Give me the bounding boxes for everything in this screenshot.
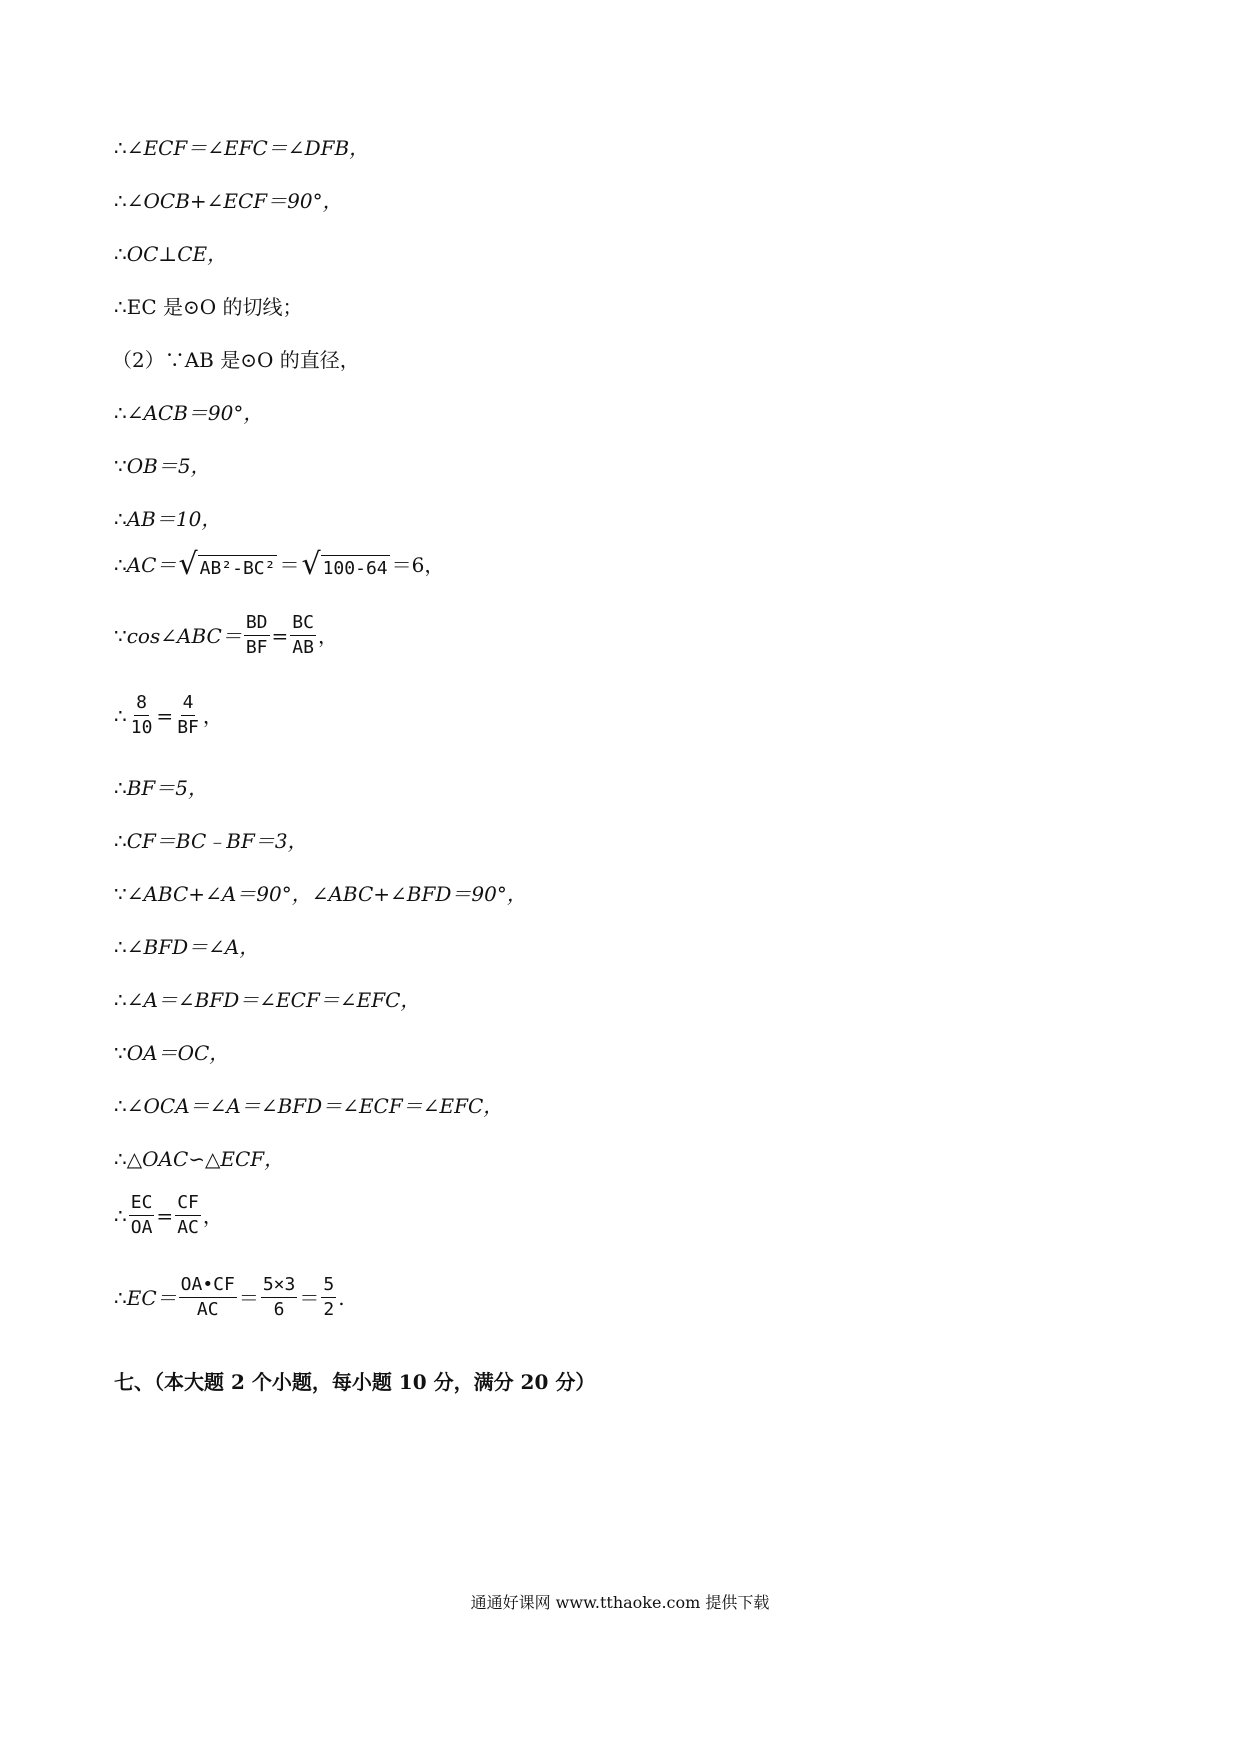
proof-text: ∠A＝∠BFD＝∠ECF＝∠EFC， [126,988,421,1012]
numerator: 4 [181,692,196,716]
proof-line [114,240,227,268]
logic-symbol: ∴ [114,136,127,160]
proof-text: EC 是⊙O 的切线； [126,295,303,319]
ec-final-line [114,1274,345,1321]
logic-symbol: ∵ [114,623,127,648]
radicand: 100-64 [321,555,390,580]
equals-sign: ＝ [299,1285,320,1310]
equation-lhs: EC＝ [126,1285,177,1310]
logic-symbol: ∴ [114,829,127,853]
numerator: BD [244,612,270,636]
proof-line [114,1092,503,1120]
square-root [178,547,277,582]
proof-line [114,1039,229,1067]
page-footer: 通通好课网 www.tthaoke.com 提供下载 [470,1593,770,1612]
logic-symbol: ∴ [114,1094,127,1118]
proof-line [114,134,369,162]
equals-sign: = [271,623,289,648]
logic-symbol: ∴ [114,935,127,959]
ec-ratio-line [114,1192,223,1239]
denominator: AC [177,1217,199,1238]
equals-sign: = [156,1203,174,1228]
logic-symbol: ∵ [114,454,127,478]
numerator: 5 [321,1274,336,1298]
proof-text: ∠ECF＝∠EFC＝∠DFB， [126,136,370,160]
logic-symbol: ∴ [114,295,127,319]
denominator: 10 [130,717,153,738]
logic-symbol: ∴ [114,507,127,531]
equation-lhs: cos∠ABC＝ [126,623,242,648]
cos-equation-line [114,612,338,659]
part-label: （2）∵ [112,348,185,372]
fraction [129,1192,155,1239]
punctuation: ， [317,623,338,648]
proof-text: ∠BFD＝∠A， [126,935,260,959]
punctuation: ， [202,1203,223,1228]
proof-line [114,399,263,427]
logic-symbol: ∴ [114,553,127,577]
numerator: BC [290,612,316,636]
denominator: 2 [323,1299,335,1320]
fraction [244,612,270,659]
proof-text: △OAC∽△ECF， [126,1147,285,1171]
logic-symbol: ∴ [114,776,127,800]
fraction [179,1274,237,1321]
proof-line [114,827,308,855]
proof-text: ∠ABC+∠A＝90°，∠ABC+∠BFD＝90°， [126,882,527,906]
denominator: BF [245,637,268,658]
proof-text: BF＝5， [126,776,209,800]
ratio-equation-line [114,692,223,739]
logic-symbol: ∴ [114,1203,127,1228]
proof-text: OB＝5， [126,454,211,478]
fraction [321,1274,336,1321]
proof-line [114,293,303,321]
fraction [175,692,201,739]
numerator: 8 [134,692,149,716]
denominator: AC [196,1299,219,1320]
equals-sign: ＝ [238,1285,259,1310]
numerator: CF [175,1192,201,1216]
logic-symbol: ∴ [114,242,127,266]
punctuation: . [338,1285,345,1310]
proof-text: ∠ACB＝90°， [126,401,264,425]
proof-text: AB＝10， [126,507,222,531]
fraction [175,1192,201,1239]
denominator: 6 [273,1299,285,1320]
fraction [129,692,155,739]
logic-symbol: ∴ [114,189,127,213]
proof-line [114,880,527,908]
proof-text: AB 是⊙O 的直径， [184,348,360,372]
proof-text: OA＝OC， [126,1041,230,1065]
denominator: OA [130,1217,153,1238]
logic-symbol: ∴ [114,1285,127,1310]
numerator: OA•CF [179,1274,237,1298]
logic-symbol: ∴ [114,988,127,1012]
punctuation: ， [202,703,223,728]
proof-line [114,986,420,1014]
logic-symbol: ∴ [114,703,127,728]
numerator: EC [129,1192,155,1216]
proof-line [114,452,211,480]
proof-line [114,933,259,961]
proof-text: CF＝BC﹣BF＝3， [126,829,308,853]
radical-sign: √ [178,547,198,582]
equation-rhs: ＝6， [391,553,445,577]
proof-line [114,1145,284,1173]
fraction [261,1274,298,1321]
equals-sign: ＝ [279,553,300,577]
equals-sign: = [156,703,174,728]
denominator: BF [177,717,199,738]
proof-line [112,346,360,374]
proof-line [114,187,343,215]
denominator: AB [292,637,314,658]
fraction [290,612,316,659]
radicand: AB²-BC² [198,555,278,580]
square-root [301,547,389,582]
numerator: 5×3 [261,1274,298,1298]
proof-text: ∠OCA＝∠A＝∠BFD＝∠ECF＝∠EFC， [126,1094,504,1118]
proof-line [114,505,221,533]
logic-symbol: ∵ [114,882,127,906]
radical-sign: √ [301,547,321,582]
proof-line [114,774,208,802]
equation-lhs: AC＝ [126,553,177,577]
logic-symbol: ∴ [114,1147,127,1171]
ac-equation-line [114,547,445,582]
section-heading: 七、（本大题 2 个小题，每小题 10 分，满分 20 分） [114,1370,596,1394]
proof-text: OC⊥CE， [126,242,228,266]
proof-text: ∠OCB+∠ECF＝90°， [126,189,343,213]
logic-symbol: ∴ [114,401,127,425]
logic-symbol: ∵ [114,1041,127,1065]
